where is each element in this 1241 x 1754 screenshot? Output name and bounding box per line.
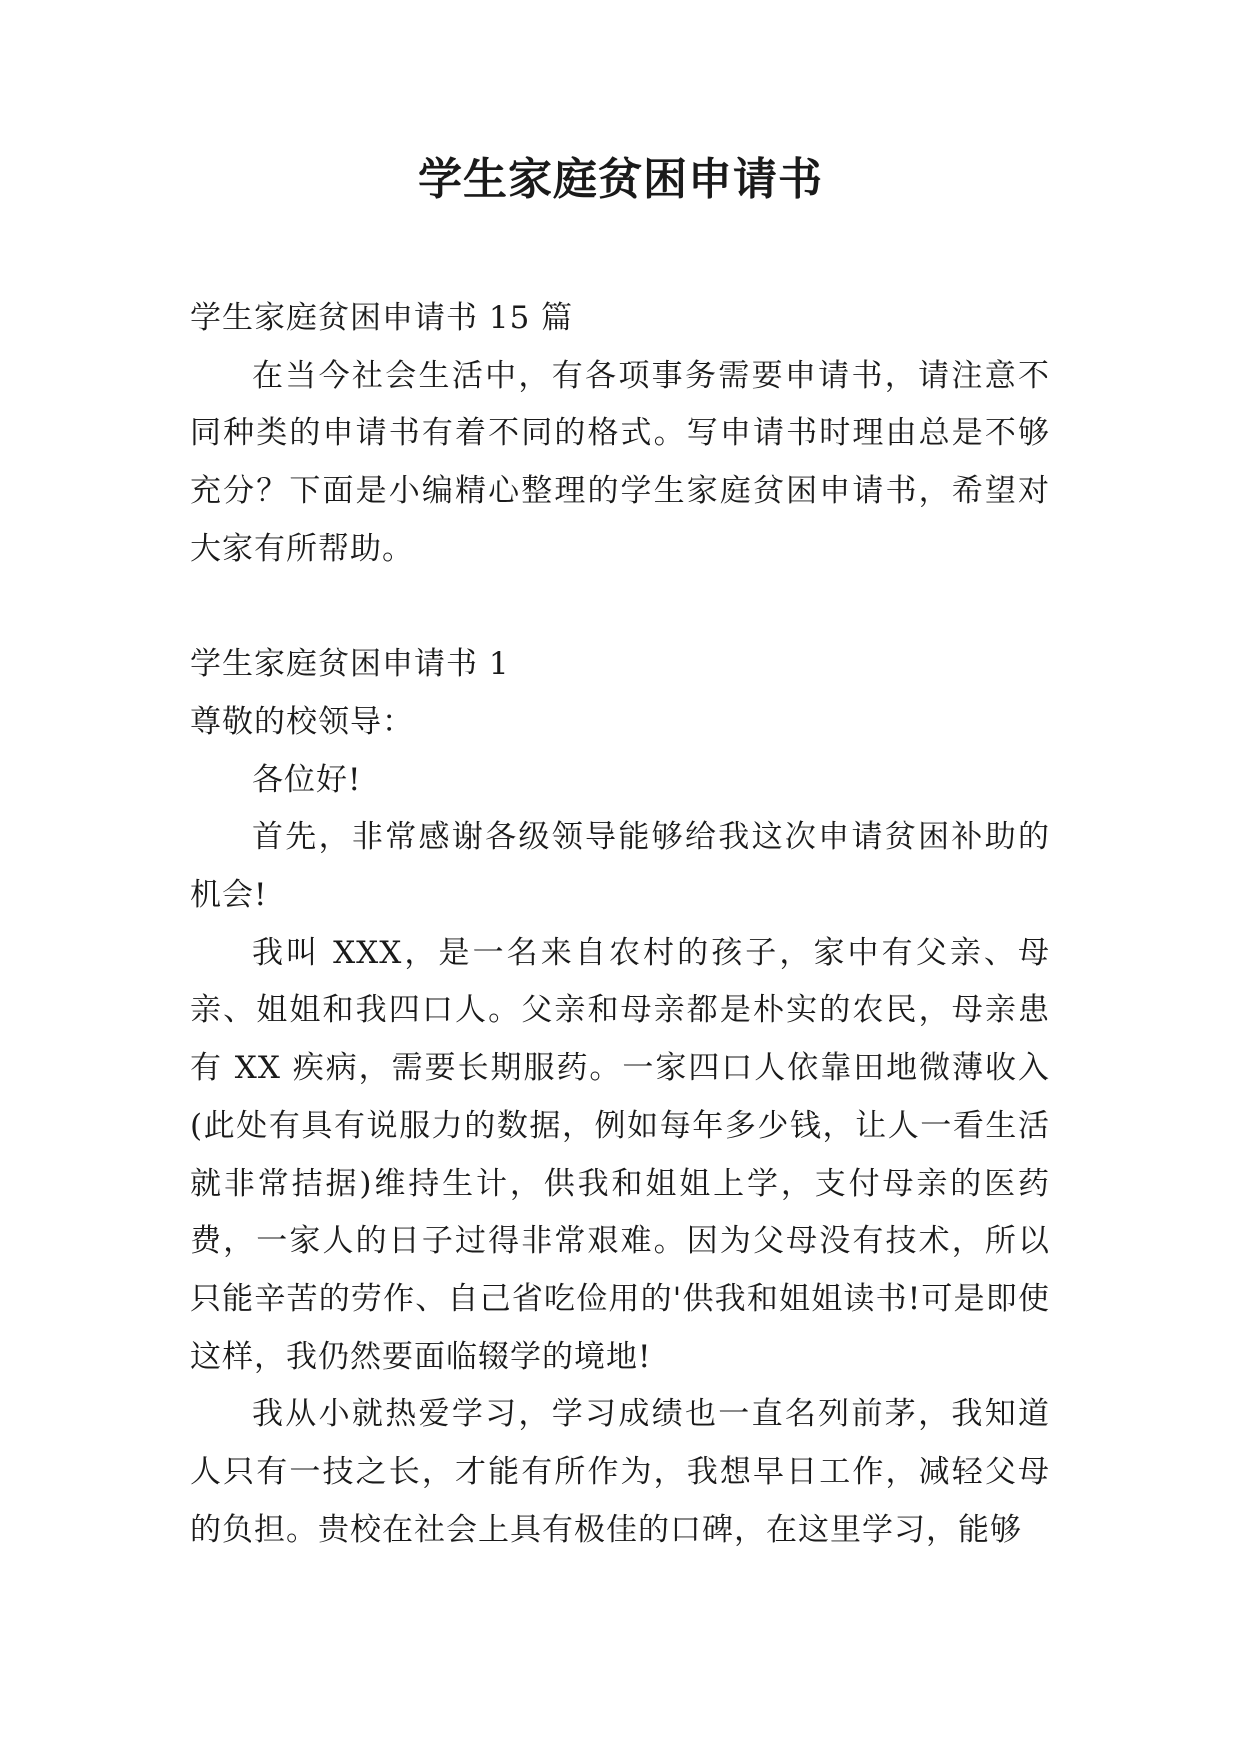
body-paragraph-thanks: 首先，非常感谢各级领导能够给我这次申请贫困补助的机会! — [190, 819, 1050, 914]
document-subtitle: 学生家庭贫困申请书 15 篇 — [190, 300, 574, 336]
section-heading: 学生家庭贫困申请书 1 — [190, 646, 510, 683]
document-body — [190, 290, 1050, 1559]
salutation: 尊敬的校领导： — [190, 703, 414, 740]
intro-paragraph: 在当今社会生活中，有各项事务需要申请书，请注意不同种类的申请书有着不同的格式。写申请书时理由总是不够充分？下面是小编精心整理的学生家庭贫困申请书，希望对大家有所帮助。 — [190, 357, 1050, 567]
greeting: 各位好! — [252, 761, 362, 798]
document-title: 学生家庭贫困申请书 — [418, 154, 823, 205]
body-paragraph-study: 我从小就热爱学习，学习成绩也一直名列前茅，我知道人只有一技之长，才能有所作为，我想早日工作，减轻父母的负担。贵校在社会上具有极佳的口碑，在这里学习，能够 — [190, 1396, 1050, 1548]
body-paragraph-family: 我叫 XXX，是一名来自农村的孩子，家中有父亲、母亲、姐姐和我四口人。父亲和母亲都是朴实的农民，母亲患有 XX 疾病，需要长期服药。一家四口人依靠田地微薄收入(此处有具有说服力的数据，例如每年多少钱，让人一看生活就非常拮据)维持生计，供我和姐姐上学，支付母亲的医药费，一家人的日子过得非常艰难。因为父母没有技术，所以只能辛苦的劳作、自己省吃俭用的'供我和姐姐读书!可是即使这样，我仍然要面临辍学的境地! — [190, 934, 1050, 1375]
paragraph-spacer — [190, 579, 1050, 637]
